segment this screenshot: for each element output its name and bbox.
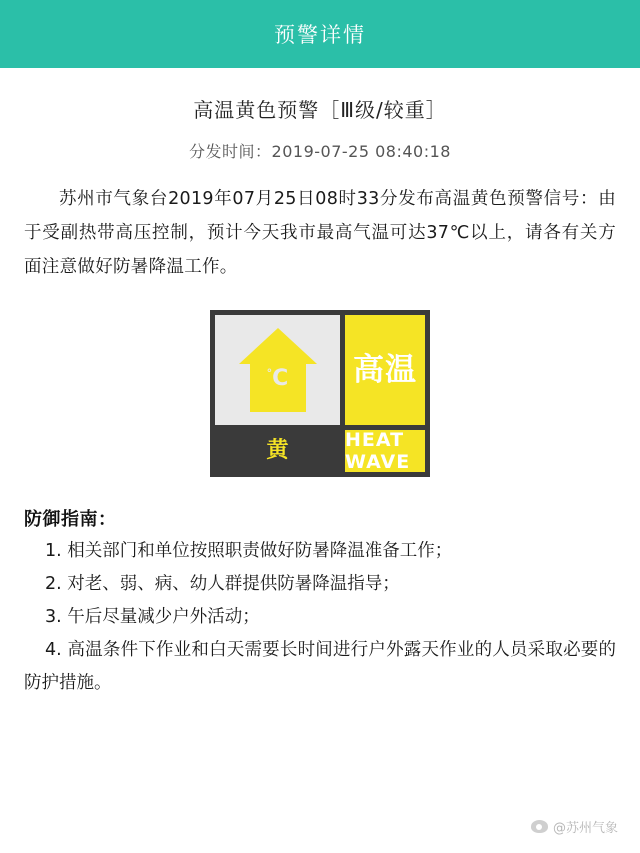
issue-time: 分发时间：2019-07-25 08:40:18	[189, 142, 451, 161]
page-footer	[0, 799, 640, 853]
guidelines-list	[24, 535, 616, 700]
alert-content	[0, 68, 640, 799]
degree-mark: °	[266, 366, 273, 380]
list-item: 4. 高温条件下作业和白天需要长时间进行户外露天作业的人员采取必要的防护措施。	[24, 640, 616, 693]
degree-symbol	[250, 366, 306, 391]
weibo-handle: @苏州气象	[552, 820, 618, 836]
signal-level-label-text: 黄	[266, 438, 289, 463]
signal-main-label-text: 高温	[353, 351, 417, 388]
page-header	[0, 0, 640, 68]
signal-main-label	[345, 315, 425, 425]
alert-title: 高温黄色预警［Ⅲ级/较重］	[193, 98, 447, 122]
list-item: 3. 午后尽量减少户外活动；	[45, 607, 260, 627]
celsius-letter: C	[272, 366, 289, 391]
signal-english-label-text: HEAT WAVE	[345, 429, 411, 473]
alert-body-text: 苏州市气象台2019年07月25日08时33分发布高温黄色预警信号：由于受副热带高压控制，预计今天我市最高气温可达37℃以上，请各有关方面注意做好防暑降温工作。	[24, 189, 616, 277]
list-item: 1. 相关部门和单位按照职责做好防暑降温准备工作；	[45, 541, 453, 561]
guidelines-title: 防御指南：	[24, 509, 117, 530]
house-thermometer-icon	[215, 315, 340, 425]
weibo-eye-icon	[531, 820, 548, 833]
signal-level-label	[215, 430, 340, 472]
page-title: 预警详情	[274, 23, 366, 47]
warning-signal-graphic	[210, 310, 430, 477]
list-item: 2. 对老、弱、病、幼人群提供防暑降温指导；	[45, 574, 400, 594]
signal-english-label	[345, 430, 425, 472]
signal-grid	[210, 310, 430, 477]
weibo-watermark	[531, 817, 618, 836]
